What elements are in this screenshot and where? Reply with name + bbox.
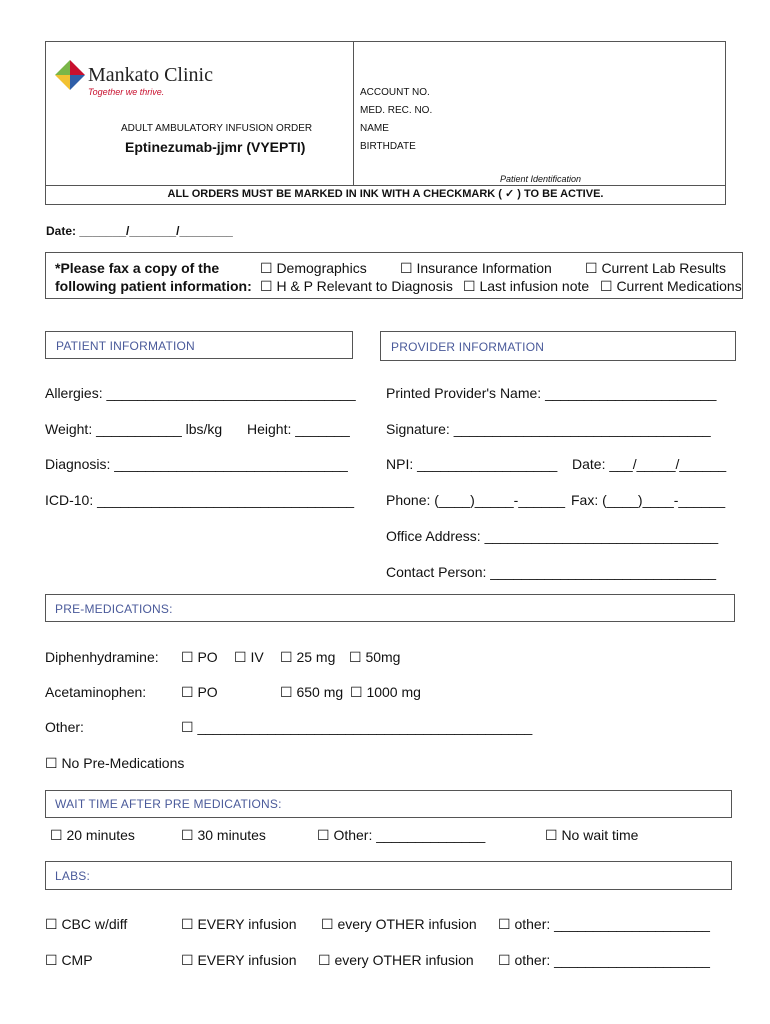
allergies-field[interactable]: Allergies: ________________________________ xyxy=(45,385,356,401)
date-field[interactable]: Date: _______/_______/________ xyxy=(46,224,233,238)
checkbox-current-medications[interactable]: ☐ Current Medications xyxy=(600,278,742,294)
checkbox-current-lab-results[interactable]: ☐ Current Lab Results xyxy=(585,260,726,276)
printed-provider-name-field[interactable]: Printed Provider's Name: ______________________ xyxy=(386,385,717,401)
other-premed-label: Other: xyxy=(45,719,84,735)
acetaminophen-label: Acetaminophen: xyxy=(45,684,147,700)
no-premeds-checkbox[interactable]: ☐ No Pre-Medications xyxy=(45,755,185,771)
no-wait-time-checkbox[interactable]: ☐ No wait time xyxy=(545,827,639,843)
cbc-every-infusion-checkbox[interactable]: ☐ EVERY infusion xyxy=(181,916,297,932)
checkbox-last-infusion-note[interactable]: ☐ Last infusion note xyxy=(463,278,590,294)
wait-other-checkbox[interactable]: ☐ Other: ______________ xyxy=(317,827,486,843)
wait-30-minutes-checkbox[interactable]: ☐ 30 minutes xyxy=(181,827,266,843)
acetaminophen-1000mg-checkbox[interactable]: ☐ 1000 mg xyxy=(350,684,421,700)
fax-field[interactable]: Fax: (____)____-______ xyxy=(571,492,726,508)
checkbox-demographics[interactable]: ☐ Demographics xyxy=(260,260,367,276)
diagnosis-field[interactable]: Diagnosis: ______________________________ xyxy=(45,456,348,472)
diphenhydramine-label: Diphenhydramine: xyxy=(45,649,159,665)
med-rec-no-label: MED. REC. NO. xyxy=(360,105,433,116)
patient-info-title: PATIENT INFORMATION xyxy=(56,339,195,353)
cbc-every-other-infusion-checkbox[interactable]: ☐ every OTHER infusion xyxy=(321,916,477,932)
account-no-label: ACCOUNT NO. xyxy=(360,87,430,98)
office-address-field[interactable]: Office Address: ______________________________ xyxy=(386,528,719,544)
drug-name: Eptinezumab-jjmr (VYEPTI) xyxy=(125,139,306,155)
cmp-checkbox[interactable]: ☐ CMP xyxy=(45,952,93,968)
provider-info-title: PROVIDER INFORMATION xyxy=(391,340,545,354)
clinic-name: Mankato Clinic xyxy=(88,64,213,86)
other-premed-field[interactable]: ☐ ___________________________________________ xyxy=(181,719,533,735)
acetaminophen-650mg-checkbox[interactable]: ☐ 650 mg xyxy=(280,684,344,700)
fax-request-line2-text: following patient information: xyxy=(55,278,252,294)
cbc-other-field[interactable]: ☐ other: ____________________ xyxy=(498,916,710,932)
cbc-checkbox[interactable]: ☐ CBC w/diff xyxy=(45,916,128,932)
weight-field[interactable]: Weight: ___________ lbs/kg xyxy=(45,421,223,437)
clinic-tagline: Together we thrive. xyxy=(88,87,165,97)
name-label: NAME xyxy=(360,123,389,134)
npi-date-field[interactable]: Date: ___/_____/______ xyxy=(572,456,727,472)
npi-field[interactable]: NPI: __________________ xyxy=(386,456,558,472)
acetaminophen-po-checkbox[interactable]: ☐ PO xyxy=(181,684,218,700)
clinic-logo xyxy=(53,58,87,92)
wait-20-minutes-checkbox[interactable]: ☐ 20 minutes xyxy=(50,827,135,843)
checkmark-notice: ALL ORDERS MUST BE MARKED IN INK WITH A CHECKMARK ( ✓ ) TO BE ACTIVE. xyxy=(167,188,604,200)
header-divider xyxy=(353,41,354,186)
fax-request-line2 xyxy=(55,278,252,294)
checkbox-insurance-information[interactable]: ☐ Insurance Information xyxy=(400,260,552,276)
birthdate-label: BIRTHDATE xyxy=(360,141,416,152)
fax-request-line1: *Please fax a copy of the xyxy=(55,260,220,276)
contact-person-field[interactable]: Contact Person: _____________________________ xyxy=(386,564,717,580)
labs-header xyxy=(45,861,732,890)
diphenhydramine-25mg-checkbox[interactable]: ☐ 25 mg xyxy=(280,649,336,665)
icd10-field[interactable]: ICD-10: _________________________________ xyxy=(45,492,355,508)
cmp-every-infusion-checkbox[interactable]: ☐ EVERY infusion xyxy=(181,952,297,968)
phone-field[interactable]: Phone: (____)_____-______ xyxy=(386,492,566,508)
cmp-every-other-infusion-checkbox[interactable]: ☐ every OTHER infusion xyxy=(318,952,474,968)
order-type: ADULT AMBULATORY INFUSION ORDER xyxy=(121,123,313,134)
labs-title: LABS: xyxy=(55,869,91,883)
checkbox-hp-relevant[interactable]: ☐ H & P Relevant to Diagnosis xyxy=(260,278,453,294)
diphenhydramine-50mg-checkbox[interactable]: ☐ 50mg xyxy=(349,649,401,665)
signature-field[interactable]: Signature: _________________________________ xyxy=(386,421,711,437)
diphenhydramine-iv-checkbox[interactable]: ☐ IV xyxy=(234,649,264,665)
diphenhydramine-po-checkbox[interactable]: ☐ PO xyxy=(181,649,218,665)
logo-mark-icon xyxy=(53,58,87,92)
wait-time-title: WAIT TIME AFTER PRE MEDICATIONS: xyxy=(55,797,282,811)
height-field[interactable]: Height: _______ xyxy=(247,421,350,437)
patient-id-caption: Patient Identification xyxy=(500,174,582,184)
premeds-title: PRE-MEDICATIONS: xyxy=(55,602,173,616)
cmp-other-field[interactable]: ☐ other: ____________________ xyxy=(498,952,710,968)
